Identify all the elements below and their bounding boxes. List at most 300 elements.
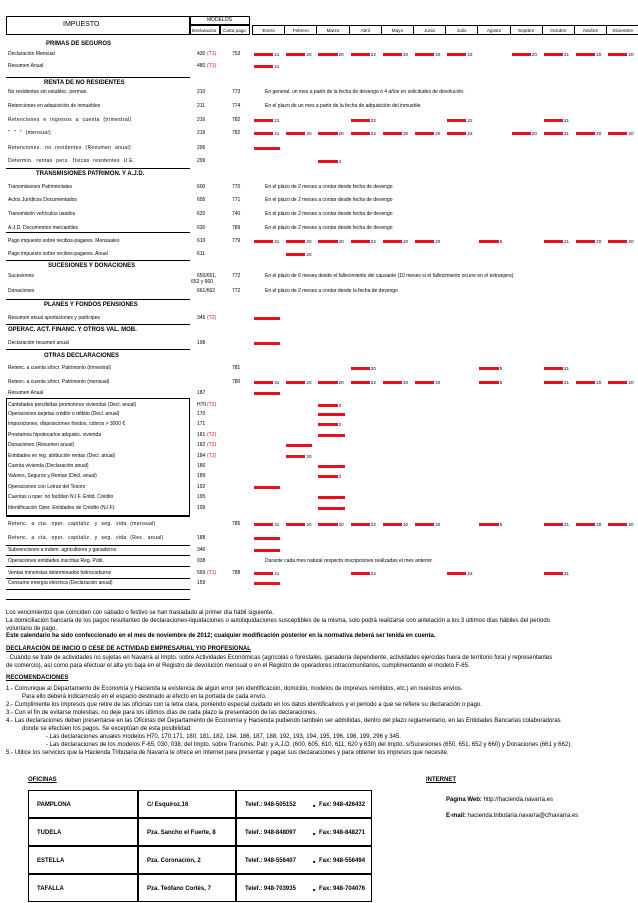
- office-address: C/ Esquíroz,16: [147, 802, 189, 808]
- email-label: E-mail:: [446, 813, 467, 819]
- divider: [6, 589, 190, 590]
- deadline-bar: [351, 381, 370, 384]
- deadline-bar: [254, 119, 273, 122]
- month-header: Novbre: [583, 28, 598, 33]
- deadline-bar: [351, 572, 370, 575]
- row-name: Resumen anual aportaciones y partícipes: [8, 315, 100, 321]
- deadline-bar: [383, 523, 402, 526]
- deadline-day: 20: [596, 379, 602, 385]
- deadline-day: 20: [306, 453, 312, 459]
- row-name: Imposiciones, disposiciones fondos, cobros > 3000 €: [8, 421, 126, 427]
- section-planes: PLANES Y FONDOS PENSIONES: [44, 302, 138, 308]
- declaracion-model: 480: [197, 63, 206, 69]
- internet-title: INTERNET: [426, 777, 456, 783]
- model-tag: (T1): [207, 570, 217, 576]
- web-line: [446, 797, 553, 804]
- divider: [6, 77, 190, 78]
- deadline-bar: [544, 367, 563, 370]
- deadline-bar: [479, 381, 498, 384]
- email-line: [446, 813, 578, 820]
- divider: [6, 232, 190, 233]
- row-name: Cantidades percibidas promotores viviendas (Decl. anual): [8, 402, 137, 408]
- carta-pago-model: 782: [232, 117, 241, 123]
- deadline-day: 22: [370, 238, 376, 244]
- recomendacion-5: 5.- Utilice los servicios que la Hacienda Tributaria de Navarra le ofrece en Internet para presentar y pagar sus declaraciones y para obtener los impresos que necesite.: [6, 750, 449, 756]
- deadline-day: 20: [628, 521, 634, 527]
- deadline-day: 2: [338, 473, 342, 479]
- deadline-bar: [544, 132, 563, 135]
- model-tag: (T2): [207, 453, 217, 459]
- deadline-day: 20: [370, 365, 376, 371]
- row-name: Transmisión vehículos usados: [8, 211, 76, 217]
- deadline-note: En el plazo de 2 meses a contar desde fecha de devengo: [265, 184, 393, 190]
- declaracion-model: 038: [197, 558, 206, 564]
- row-name: Cuenta vivienda (Declaración anual): [8, 463, 89, 469]
- divider: [6, 566, 190, 567]
- deadline-day: 20: [306, 379, 312, 385]
- divider: [6, 168, 190, 169]
- deadline-day: 5: [499, 379, 503, 385]
- deadline-day: 22: [370, 521, 376, 527]
- deadline-bar: [608, 523, 627, 526]
- deadline-day: 20: [628, 51, 634, 57]
- deadline-day: 20: [596, 130, 602, 136]
- row-name: Operaciones entidades inscritas Reg. Públ.: [8, 558, 104, 564]
- deadline-bar: [351, 119, 370, 122]
- declaracion-model: 296: [197, 145, 206, 151]
- declaracion-model: 159: [197, 580, 206, 586]
- office-address: Pza. Coronación, 2: [147, 858, 201, 864]
- office-cell: [28, 874, 138, 902]
- deadline-day: 20: [306, 130, 312, 136]
- month-header-cell: [252, 25, 285, 35]
- web-link[interactable]: http://hacienda.navarra.es: [483, 797, 553, 803]
- deadline-bar: [254, 523, 273, 526]
- office-cell: [28, 818, 138, 846]
- deadline-bar: [318, 434, 344, 437]
- declaracion-model: 171: [197, 421, 206, 427]
- deadline-bar: [544, 572, 563, 575]
- declaracion-model: 187: [197, 390, 206, 396]
- deadline-bar: [286, 132, 305, 135]
- deadline-bar: [254, 572, 273, 575]
- row-name: " " " (mensual): [8, 130, 51, 136]
- deadline-bar: [351, 523, 370, 526]
- deadline-day: 21: [274, 570, 280, 576]
- inicio-title: DECLARACIÓN DE INICIO O CESE DE ACTIVIDAD EMPRESARIAL Y/O PROFESIONAL: [6, 646, 251, 652]
- recomendaciones-title: RECOMENDACIONES: [6, 675, 69, 681]
- row-name: Sucesiones: [8, 273, 34, 279]
- deadline-day: 22: [370, 570, 376, 576]
- row-name: Pago impuesto sobre recibos-pagares. Mensuales: [8, 238, 120, 244]
- deadline-day: 20: [338, 130, 344, 136]
- month-header-cell: [574, 25, 607, 35]
- declaracion-model: 610: [197, 238, 206, 244]
- carta-pago-model: 772: [232, 273, 241, 279]
- carta-pago-model: 772: [232, 288, 241, 294]
- deadline-bar: [318, 381, 337, 384]
- carta-pago-model: 780: [232, 379, 241, 385]
- row-name: Retenc. a cuenta s/Incr. Patrimonio (mensual): [8, 379, 110, 385]
- divider: [6, 599, 190, 600]
- deadline-day: 20: [435, 238, 441, 244]
- deadline-bar: [351, 132, 370, 135]
- deadline-day: 5: [499, 521, 503, 527]
- office-fax: Fax: 948-556494: [319, 858, 366, 864]
- divider: [6, 555, 190, 556]
- carta-pago-model: 774: [232, 103, 241, 109]
- row-name: Resumen Anual: [8, 63, 44, 69]
- office-phone: Telef.: 948-703935: [245, 886, 296, 892]
- carta-pago-model: 781: [232, 365, 241, 371]
- modelos-header: MODELOS: [207, 17, 233, 23]
- deadline-bar: [544, 53, 563, 56]
- declaracion-model: 650/651,: [197, 273, 217, 279]
- carta-pago-model: 753: [232, 51, 241, 57]
- office-cell: [236, 790, 372, 818]
- declaracion-model: 216: [197, 130, 206, 136]
- deadline-bar: [479, 367, 498, 370]
- deadline-bar: [254, 537, 280, 540]
- deadline-bar: [447, 572, 466, 575]
- deadline-day: 21: [274, 130, 280, 136]
- month-header-cell: [284, 25, 317, 35]
- deadline-day: 20: [403, 238, 409, 244]
- deadline-bar: [318, 507, 344, 510]
- carta-pago-model: 771: [232, 197, 241, 203]
- declaracion-model: 198: [197, 340, 206, 346]
- deadline-bar: [383, 240, 402, 243]
- note-confeccionado: Este calendario ha sido confeccionado en el mes de noviembre de 2012; cualquier modificación posterior en la normativa deberá ser tenida en cuenta.: [6, 633, 436, 639]
- deadline-bar: [286, 53, 305, 56]
- deadline-note: En el plazo de 2 meses a contar desde fecha de devengo: [265, 211, 393, 217]
- office-fax: Fax: 948-848271: [319, 830, 366, 836]
- bullet-icon: ■: [313, 859, 316, 864]
- office-city: TAFALLA: [37, 886, 64, 892]
- deadline-day: 20: [596, 521, 602, 527]
- office-cell: [28, 790, 138, 818]
- row-name: Retenciones en adquisición de inmuebles: [8, 103, 101, 109]
- deadline-bar: [544, 381, 563, 384]
- month-header: Mayo: [391, 28, 403, 33]
- deadline-bar: [415, 132, 434, 135]
- deadline-bar: [608, 53, 627, 56]
- deadline-day: 21: [564, 117, 570, 123]
- declaracion-model: 611: [197, 251, 205, 257]
- office-phone: Telef.: 948-848097: [245, 830, 296, 836]
- deadline-day: 22: [370, 117, 376, 123]
- deadline-bar: [254, 65, 273, 68]
- deadline-bar: [318, 160, 337, 163]
- deadline-bar: [254, 582, 280, 585]
- month-header-cell: [477, 25, 510, 35]
- carta-pago-model: 770: [232, 184, 241, 190]
- declaracion-header: Declaración: [192, 28, 217, 33]
- deadline-bar: [254, 381, 273, 384]
- declaracion-model: 630: [197, 225, 206, 231]
- deadline-bar: [254, 342, 280, 345]
- row-name: Declaración resumen anual: [8, 340, 69, 346]
- impuesto-header: IMPUESTO: [63, 21, 100, 28]
- recomendacion-1b: Para ello deberá indicárnoslo en el espacio destinado al efecto en la portada de cada envío.: [22, 694, 267, 700]
- row-name: Retenciones. no residentes (Resumen anual): [8, 145, 132, 151]
- carta-pago-model: 773: [232, 89, 241, 95]
- section-renta: RENTA DE NO RESIDENTES: [44, 80, 125, 86]
- office-address: Pza. Sancho el Fuerte, 8: [147, 830, 216, 836]
- deadline-bar: [318, 523, 337, 526]
- model-tag: (T2): [207, 402, 217, 408]
- office-cell: [236, 846, 372, 874]
- row-name: Operaciones tarjetas crédito o débito (Decl. anual): [8, 411, 120, 417]
- declaracion-model: 216: [197, 117, 206, 123]
- model-tag: (T2): [207, 315, 217, 321]
- deadline-bar: [576, 240, 595, 243]
- declaracion-model: 186: [197, 463, 206, 469]
- declaracion-model: 184: [197, 453, 206, 459]
- declaracion-model: 299: [197, 158, 206, 164]
- deadline-note: Durante cada mes natural respecto inscripciones realizadas el mes anterior: [265, 558, 433, 564]
- office-fax: Fax: 948-704076: [319, 886, 366, 892]
- deadline-bar: [383, 132, 402, 135]
- declaracion-model: 652 y 660: [191, 279, 213, 285]
- declaracion-model: 170: [197, 411, 206, 417]
- deadline-day: 21: [564, 365, 570, 371]
- deadline-bar: [544, 119, 563, 122]
- office-cell: [236, 818, 372, 846]
- deadline-bar: [512, 53, 531, 56]
- deadline-day: 21: [274, 63, 280, 69]
- carta-pago-model: 779: [232, 238, 241, 244]
- note-domiciliacion: La domiciliación bancaria de los pagos resultantes de declaraciones-liquidaciones o autoliquidaciones susceptibles de la misma, solo podrá realizarse con antelación a los 3 últimos días hábiles del periodo: [6, 618, 550, 624]
- row-name: Operaciones con Letras del Tesoro: [8, 484, 86, 490]
- deadline-bar: [318, 413, 344, 416]
- carta-pago-header: Carta pago: [223, 28, 246, 33]
- section-suces: SUCESIONES Y DONACIONES: [48, 263, 136, 269]
- row-name: Donaciones (Resumen anual): [8, 442, 75, 448]
- deadline-bar: [544, 523, 563, 526]
- deadline-day: 20: [306, 521, 312, 527]
- deadline-bar: [608, 381, 627, 384]
- deadline-bar: [447, 119, 466, 122]
- deadline-day: 21: [564, 238, 570, 244]
- declaracion-model: 188: [197, 535, 206, 541]
- deadline-day: 20: [306, 251, 312, 257]
- deadline-day: 20: [596, 238, 602, 244]
- row-name: Prestamos hipotecarios adquisic. vivienda: [8, 432, 102, 438]
- row-name: Donaciones: [8, 288, 35, 294]
- row-name: Transmisiones Patrimoniales: [8, 184, 73, 190]
- deadline-bar: [286, 444, 312, 447]
- model-tag: (T2): [207, 442, 217, 448]
- deadline-bar: [415, 53, 434, 56]
- carta-pago-model: 782: [232, 130, 241, 136]
- deadline-day: 20: [306, 238, 312, 244]
- month-header: Abril: [360, 28, 370, 33]
- office-address: Pza. Teófano Cortés, 7: [147, 886, 211, 892]
- row-name: A.J.D. Documentos mercantiles: [8, 225, 79, 231]
- deadline-day: 20: [435, 521, 441, 527]
- deadline-bar: [608, 240, 627, 243]
- deadline-day: 22: [467, 117, 473, 123]
- month-header: Junio: [424, 28, 436, 33]
- declaracion-model: 569: [197, 570, 206, 576]
- row-name: Cuentas u oper. no facilitan N.I.F. Entid. Crédito: [8, 494, 114, 500]
- deadline-bar: [383, 53, 402, 56]
- section-trans: TRANSMISIONES PATRIMON. Y A.J.D.: [36, 171, 145, 177]
- row-name: Ventas minoristas determinados hidrocarburos: [8, 570, 112, 576]
- deadline-day: 20: [403, 379, 409, 385]
- deadline-bar: [415, 240, 434, 243]
- deadline-day: 20: [628, 238, 634, 244]
- declaracion-model: 195: [197, 494, 206, 500]
- model-tag: (T2): [207, 432, 217, 438]
- inicio-text-2: de comercio), así como para efectuar el alta y/o baja en el Registro de devolución mensual o en el Registro de operadores intracomunitarios, cumplimentando el modelo F-65.: [6, 663, 470, 669]
- month-header-cell: [510, 25, 543, 35]
- carta-pago-model: 789: [232, 225, 241, 231]
- deadline-bar: [415, 381, 434, 384]
- recomendacion-2: 2.- Cumplimente los impresos que retire de las oficinas con la letra clara, poniendo especial cuidado en los datos identificativos y el periodo a que se refiere su declaración o pago.: [6, 702, 482, 708]
- deadline-note: En el plazo de 6 meses desde el fallecimiento del causante (10 meses si el fallecimiento ocurre en el extranjero): [265, 273, 514, 279]
- office-city: PAMPLONA: [37, 802, 71, 808]
- deadline-day: 21: [564, 51, 570, 57]
- row-name: Retenc. a cta. oper. capitaliz. y seg. vida (mensual): [8, 521, 156, 527]
- divider: [6, 349, 190, 350]
- deadline-bar: [254, 240, 273, 243]
- deadline-bar: [254, 147, 280, 150]
- divider: [6, 324, 190, 325]
- deadline-note: En el plazo de 2 meses a contar desde fecha de devengo: [265, 197, 393, 203]
- office-cell: [138, 874, 236, 902]
- deadline-day: 20: [435, 379, 441, 385]
- row-name: Subvenciones a indem. agricultores y ganaderos: [8, 547, 117, 553]
- month-header-cell: [542, 25, 575, 35]
- declaracion-model: 211: [197, 103, 205, 109]
- deadline-bar: [447, 53, 466, 56]
- deadline-day: 20: [403, 51, 409, 57]
- declaracion-model: 661/662: [197, 288, 216, 294]
- deadline-day: 31: [274, 521, 280, 527]
- deadline-day: 22: [467, 130, 473, 136]
- deadline-day: 21: [564, 570, 570, 576]
- deadline-note: En el plazo de un mes a partir de la fecha de adquisición del inmueble.: [265, 103, 422, 109]
- deadline-day: 20: [435, 130, 441, 136]
- recomendacion-3: 3.- Con el fin de evitarse molestias, no deje para los últimos días de cada plazo la presentación de las declaraciones.: [6, 710, 318, 716]
- deadline-bar: [318, 496, 344, 499]
- deadline-bar: [512, 132, 531, 135]
- month-header: Julio: [457, 28, 467, 33]
- deadline-day: 20: [338, 379, 344, 385]
- divider: [6, 299, 190, 300]
- office-cell: [138, 818, 236, 846]
- deadline-bar: [576, 381, 595, 384]
- declaracion-model: 600: [197, 184, 206, 190]
- deadline-note: En el plazo de 2 meses a contar desde fecha de devengo: [265, 225, 393, 231]
- deadline-day: 5: [499, 365, 503, 371]
- declaracion-model: 182: [197, 442, 206, 448]
- deadline-day: 20: [306, 51, 312, 57]
- deadline-day: 2: [338, 158, 342, 164]
- deadline-day: 31: [274, 379, 280, 385]
- deadline-bar: [286, 240, 305, 243]
- office-phone: Telef.: 948-556407: [245, 858, 296, 864]
- deadline-note: En general, un mes a partir de la fecha de devengo ó 4 años en solicitudes de devolución.: [265, 89, 465, 95]
- recomendacion-4d: - Las declaraciones de los modelos F-65, 030, 038, del Impto. sobre Transmis. Patr. y A.J.D. (600, 605, 610, 611, 620 y 630) del Impto. s/Sucesiones (650, 651, 652 y 660) y Donaciones (661 y 662).: [46, 742, 572, 748]
- carta-pago-model: 788: [232, 570, 241, 576]
- row-name: Actos Jurídicos Documentados: [8, 197, 77, 203]
- model-tag: (T1): [207, 63, 217, 69]
- deadline-day: 22: [370, 130, 376, 136]
- deadline-day: 20: [531, 51, 537, 57]
- deadline-day: 20: [338, 521, 344, 527]
- deadline-bar: [286, 455, 305, 458]
- deadline-bar: [576, 523, 595, 526]
- month-header-cell: [606, 25, 638, 35]
- email-link[interactable]: hacienda.tributaria.navarra@cfnavarra.es: [467, 813, 579, 819]
- deadline-day: 20: [338, 238, 344, 244]
- deadline-day: 21: [274, 117, 280, 123]
- row-name: Identificación Oper. Entidades de Crédito (N.I.F): [8, 505, 115, 511]
- deadline-bar: [318, 475, 337, 478]
- deadline-day: 22: [467, 51, 473, 57]
- row-name: Resumen Anual: [8, 390, 44, 396]
- declaracion-model: 346: [197, 547, 206, 553]
- declaracion-model: 189: [197, 473, 206, 479]
- deadline-bar: [576, 53, 595, 56]
- declaracion-model: 192: [197, 484, 206, 490]
- row-name: Retenc. a cta. oper. capitaliz. y seg. vida (Res. anual): [8, 535, 164, 541]
- office-cell: [138, 846, 236, 874]
- row-name: Consumo energía eléctrica (Declaración anual): [8, 580, 113, 586]
- month-header: Agosto: [486, 28, 502, 33]
- deadline-bar: [351, 367, 370, 370]
- section-otras: OTRAS DECLARACIONES: [44, 353, 120, 359]
- row-name: Valores, Seguros y Rentas (Decl. anual): [8, 473, 97, 479]
- deadline-bar: [286, 381, 305, 384]
- month-header: Septbre: [518, 28, 535, 33]
- declaracion-model: 181: [197, 432, 206, 438]
- section-primas: PRIMAS DE SEGUROS: [46, 41, 112, 47]
- declaracion-model: 199: [197, 505, 206, 511]
- divider: [6, 545, 190, 546]
- deadline-day: 20: [338, 51, 344, 57]
- deadline-bar: [318, 465, 344, 468]
- deadline-day: 20: [403, 130, 409, 136]
- deadline-bar: [576, 132, 595, 135]
- month-header: Marzo: [326, 28, 340, 33]
- deadline-bar: [318, 423, 337, 426]
- deadline-day: 2: [338, 402, 342, 408]
- deadline-day: 20: [435, 51, 441, 57]
- bullet-icon: ■: [313, 831, 316, 836]
- row-name: Retenciones e ingresos a cuenta (trimestral): [8, 117, 132, 123]
- deadline-day: 20: [403, 521, 409, 527]
- deadline-bar: [318, 240, 337, 243]
- deadline-day: 21: [274, 51, 280, 57]
- deadline-bar: [254, 486, 280, 489]
- declaracion-model: 620: [197, 211, 206, 217]
- row-name: Declaración Mensual: [8, 51, 55, 57]
- section-operac: OPERAC. ACT. FINANC. Y OTROS VAL. MOB.: [8, 327, 137, 333]
- deadline-bar: [254, 53, 273, 56]
- deadline-note: En el plazo de 2 meses a contar desde la fecha de devengo: [265, 288, 398, 294]
- deadline-day: 2: [338, 421, 342, 427]
- deadline-bar: [479, 240, 498, 243]
- month-header: Febrero: [292, 28, 309, 33]
- deadline-day: 20: [596, 51, 602, 57]
- deadline-day: 22: [370, 379, 376, 385]
- deadline-bar: [286, 253, 305, 256]
- month-header-cell: [316, 25, 349, 35]
